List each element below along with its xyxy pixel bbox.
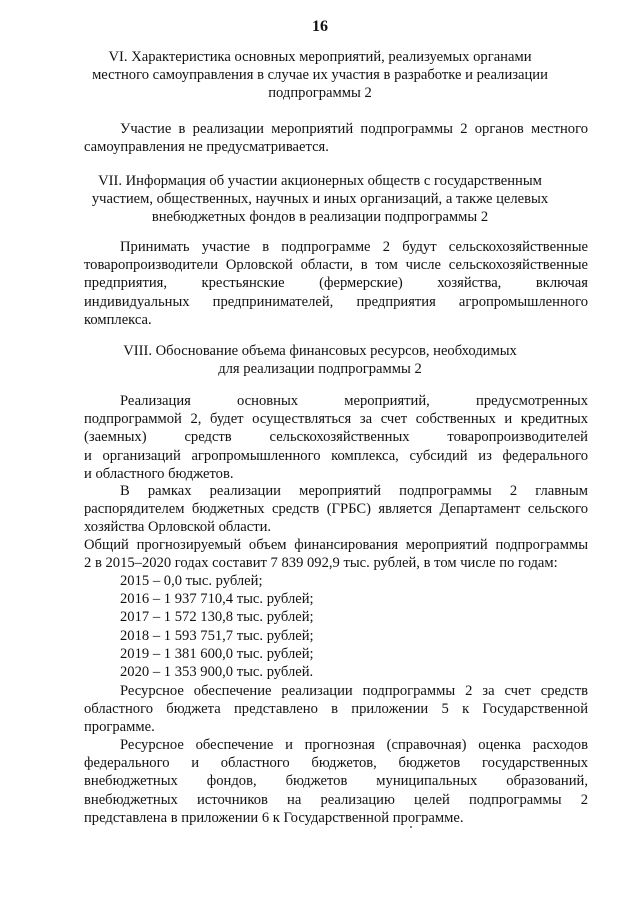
heading-line: VI. Характеристика основных мероприятий, реализуемых органами: [108, 49, 532, 65]
text-line: 2 в 2015–2020 годах составит 7 839 092,9 тыс. рублей, в том числе по годам:: [84, 555, 558, 572]
text-line: распорядителем бюджетных средств (ГРБС) является Департамент сельского: [84, 501, 588, 518]
list-item: 2018 – 1 593 751,7 тыс. рублей;: [120, 627, 314, 644]
text-line: индивидуальных предпринимателей, предприятия агропромышленного: [84, 293, 588, 310]
section-7-paragraph: [84, 238, 588, 329]
text-line: хозяйства Орловской области.: [84, 519, 272, 536]
text-line: областного бюджета представлено в приложении 5 к Государственной: [84, 701, 588, 718]
text-line: самоуправления не предусматривается.: [84, 139, 329, 156]
section-6-heading: [80, 48, 560, 103]
page-number: 16: [312, 18, 328, 35]
text-line: Реализация основных мероприятий, предусмотренных: [120, 393, 588, 409]
section-7-heading: [80, 172, 560, 227]
heading-line: подпрограммы 2: [268, 85, 372, 102]
section-6-paragraph: [84, 120, 588, 156]
list-item: 2020 – 1 353 900,0 тыс. рублей.: [120, 664, 314, 681]
heading-line: местного самоуправления в случае их участия в разработке и реализации: [92, 67, 548, 84]
list-item: 2019 – 1 381 600,0 тыс. рублей;: [120, 645, 314, 662]
text-line: Общий прогнозируемый объем финансирования мероприятий подпрограммы: [84, 537, 588, 553]
text-line: предприятия, крестьянские (фермерские) хозяйства, включая: [84, 275, 588, 292]
funding-by-year-list: [120, 572, 520, 681]
text-line: Ресурсное обеспечение и прогнозная (справочная) оценка расходов: [120, 737, 588, 753]
list-item: 2015 – 0,0 тыс. рублей;: [120, 573, 263, 589]
text-line: Ресурсное обеспечение реализации подпрограммы 2 за счет средств: [120, 683, 588, 699]
section-8-paragraph-1: [84, 392, 588, 483]
section-8-paragraph-5: [84, 736, 588, 827]
section-8-paragraph-3: [84, 536, 588, 572]
text-line: (заемных) средств сельскохозяйственных товаропроизводителей: [84, 429, 588, 446]
text-line: Принимать участие в подпрограмме 2 будут сельскохозяйственные: [120, 239, 588, 255]
text-line: внебюджетных источников на реализацию целей подпрограммы 2: [84, 791, 588, 808]
section-8-paragraph-2: [84, 482, 588, 537]
text-line: товаропроизводители Орловской области, в том числе сельскохозяйственные: [84, 257, 588, 274]
scan-speck: [410, 826, 412, 828]
text-line: программе.: [84, 719, 155, 736]
text-line: представлена в приложении 6 к Государственной программе.: [84, 809, 464, 826]
text-line: и областного бюджетов.: [84, 465, 234, 482]
section-8-paragraph-4: [84, 682, 588, 737]
section-8-heading: [80, 342, 560, 378]
text-line: комплекса.: [84, 311, 152, 328]
text-line: Участие в реализации мероприятий подпрограммы 2 органов местного: [120, 121, 588, 137]
text-line: федерального и областного бюджетов, бюджетов государственных: [84, 755, 588, 772]
heading-line: VIII. Обоснование объема финансовых ресурсов, необходимых: [123, 343, 517, 359]
text-line: внебюджетных фондов, бюджетов муниципальных образований,: [84, 773, 588, 790]
text-line: подпрограммой 2, будет осуществляться за счет собственных и кредитных: [84, 411, 588, 428]
heading-line: для реализации подпрограммы 2: [218, 361, 422, 378]
text-line: и организаций агропромышленного комплекса, субсидий из федерального: [84, 447, 588, 464]
list-item: 2017 – 1 572 130,8 тыс. рублей;: [120, 609, 314, 626]
list-item: 2016 – 1 937 710,4 тыс. рублей;: [120, 591, 314, 608]
heading-line: VII. Информация об участии акционерных обществ с государственным: [98, 173, 542, 189]
heading-line: участием, общественных, научных и иных организаций, а также целевых: [91, 191, 549, 208]
text-line: В рамках реализации мероприятий подпрограммы 2 главным: [120, 483, 588, 499]
heading-line: внебюджетных фондов в реализации подпрограммы 2: [151, 209, 489, 226]
